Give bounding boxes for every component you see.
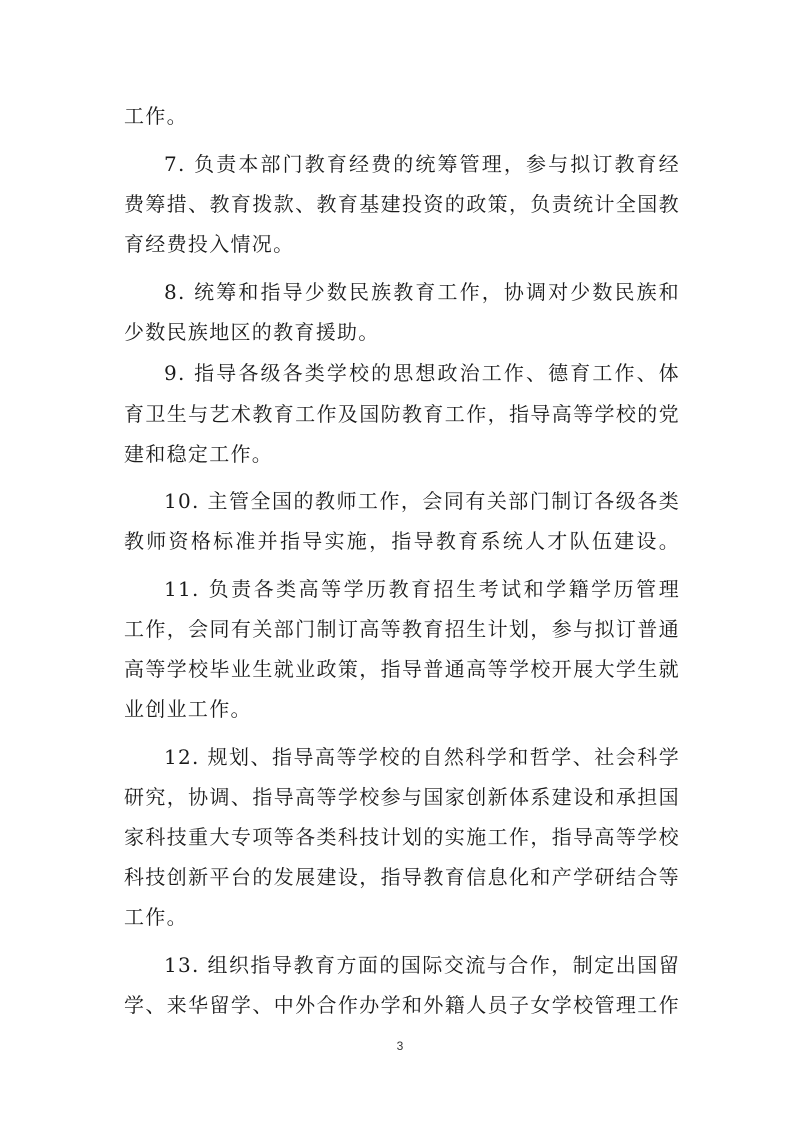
item-12-line-2: 研究，协调、指导高等学校参与国家创新体系建设和承担国 — [124, 785, 680, 809]
item-10-line-1: 10. 主管全国的教师工作，会同有关部门制订各级各类 — [164, 489, 680, 513]
item-9-line-2: 育卫生与艺术教育工作及国防教育工作，指导高等学校的党 — [124, 402, 680, 426]
item-9-line-1: 9. 指导各级各类学校的思想政治工作、德育工作、体 — [164, 361, 680, 385]
item-12-line-5: 工作。 — [124, 905, 188, 929]
item-9-line-3: 建和稳定工作。 — [124, 442, 274, 466]
item-8-line-2: 少数民族地区的教育援助。 — [124, 320, 380, 344]
page-number: 3 — [396, 1039, 404, 1053]
item-11-line-4: 业创业工作。 — [124, 697, 252, 721]
item-12-line-3: 家科技重大专项等各类科技计划的实施工作，指导高等学校 — [124, 825, 680, 849]
item-7-line-2: 费筹措、教育拨款、教育基建投资的政策，负责统计全国教 — [124, 192, 680, 216]
item-13-line-1: 13. 组织指导教育方面的国际交流与合作，制定出国留 — [164, 953, 680, 977]
item-8-line-1: 8. 统筹和指导少数民族教育工作，协调对少数民族和 — [164, 280, 680, 304]
item-12-line-4: 科技创新平台的发展建设，指导教育信息化和产学研结合等 — [124, 865, 680, 889]
item-11-line-2: 工作，会同有关部门制订高等教育招生计划，参与拟订普通 — [124, 617, 680, 641]
text-line-continuation: 工作。 — [124, 104, 188, 128]
item-12-line-1: 12. 规划、指导高等学校的自然科学和哲学、社会科学 — [164, 745, 680, 769]
item-7-line-3: 育经费投入情况。 — [124, 232, 295, 256]
item-11-line-3: 高等学校毕业生就业政策，指导普通高等学校开展大学生就 — [124, 657, 680, 681]
item-10-line-2: 教师资格标准并指导实施，指导教育系统人才队伍建设。 — [124, 529, 680, 553]
item-7-line-1: 7. 负责本部门教育经费的统筹管理，参与拟订教育经 — [164, 152, 680, 176]
item-13-line-2: 学、来华留学、中外合作办学和外籍人员子女学校管理工作 — [124, 993, 680, 1017]
item-11-line-1: 11. 负责各类高等学历教育招生考试和学籍学历管理 — [164, 577, 680, 601]
